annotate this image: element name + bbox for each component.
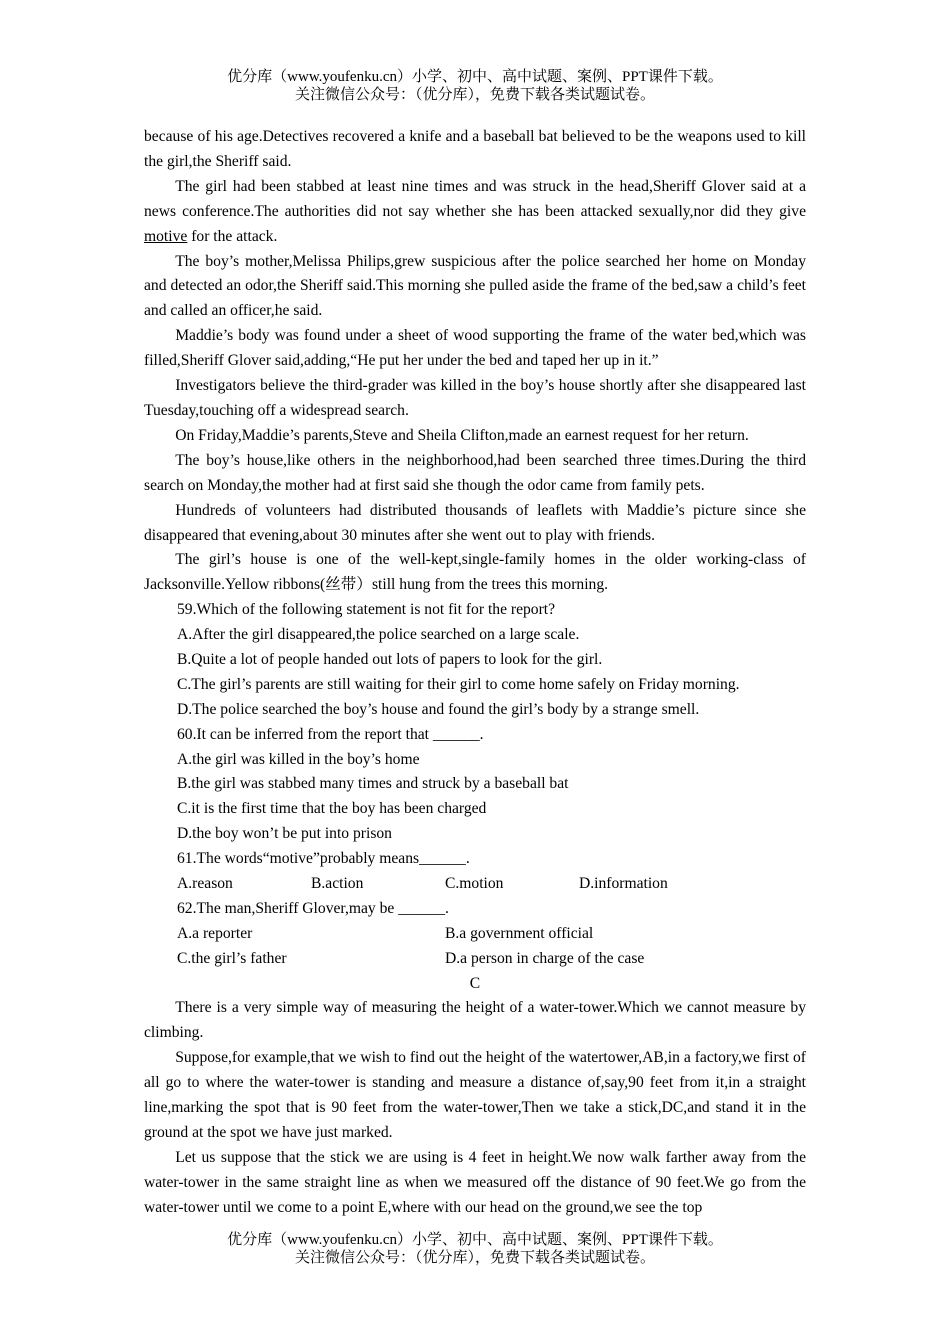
- footer-line-2: 关注微信公众号：（优分库），免费下载各类试题试卷。: [294, 1250, 655, 1266]
- page-header: [0, 68, 950, 104]
- underlined-word-motive: motive: [144, 227, 188, 245]
- passage-c-paragraph-2: Suppose,for example,that we wish to find out the height of the watertower,AB,in a factory,we first of all go to where the water-tower is standing and measure a distance of,say,90 feet from it,in a straight line,marking the spot that is 90 feet from the water-tower,Then we take a stick,DC,and stand it in the ground at the spot we have just marked.: [144, 1049, 806, 1141]
- question-62-option-d: D.a person in charge of the case: [445, 949, 645, 967]
- question-62-option-a: A.a reporter: [177, 924, 253, 942]
- question-62-option-c: C.the girl’s father: [177, 949, 287, 967]
- question-62-options-row-1: [144, 922, 806, 947]
- passage-b-paragraph-6: The boy’s house,like others in the neighborhood,had been searched three times.During the third search on Monday,the mother had at first said she though the odor came from family pets.: [144, 451, 806, 494]
- passage-c-paragraph-3: Let us suppose that the stick we are using is 4 feet in height.We now walk farther away from the water-tower in the same straight line as when we measured off the distance of 90 feet.We go from the water-tower until we come to a point E,where with our head on the ground,we see the top: [144, 1148, 806, 1216]
- passage-b-paragraph-5: On Friday,Maddie’s parents,Steve and Sheila Clifton,made an earnest request for her return.: [175, 426, 749, 444]
- question-62-options-row-2: [144, 947, 806, 972]
- passage-b-paragraph-4: Investigators believe the third-grader was killed in the boy’s house shortly after she disappeared last Tuesday,touching off a widespread search.: [144, 377, 806, 419]
- question-59-option-b: B.Quite a lot of people handed out lots of papers to look for the girl.: [177, 651, 603, 668]
- paragraph-text: The girl had been stabbed at least nine times and was struck in the head,Sheriff Glover said at a news conference.The authorities did not say whether she has been attacked sexually,nor did they give: [144, 177, 806, 220]
- question-61-options: [144, 872, 806, 897]
- question-61-option-d: D.information: [579, 875, 668, 893]
- document-body: [144, 125, 806, 1221]
- question-62-option-b: B.a government official: [445, 924, 594, 942]
- header-line-2: 关注微信公众号：（优分库），免费下载各类试题试卷。: [294, 87, 655, 103]
- paragraph-text: for the attack.: [187, 227, 278, 245]
- question-61-stem: 61.The words“motive”probably means______.: [177, 850, 470, 868]
- question-61-option-a: A.reason: [177, 875, 233, 893]
- passage-b-paragraph-2: The boy’s mother,Melissa Philips,grew suspicious after the police searched her home on Monday and detected an odor,the Sheriff said.This morning she pulled aside the frame of the bed,saw a child’s feet and called an officer,he said.: [144, 252, 806, 320]
- question-59-option-c: C.The girl’s parents are still waiting for their girl to come home safely on Friday morning.: [177, 675, 740, 693]
- question-59-option-d: D.The police searched the boy’s house and found the girl’s body by a strange smell.: [177, 700, 700, 718]
- question-60-option-c: C.it is the first time that the boy has been charged: [177, 800, 487, 818]
- question-61-option-c: C.motion: [445, 875, 504, 893]
- passage-b-paragraph-8: The girl’s house is one of the well-kept,single-family homes in the older working-class of Jacksonville.Yellow ribbons(丝带）still hung from the trees this morning.: [144, 551, 806, 594]
- question-60-option-d: D.the boy won’t be put into prison: [177, 825, 392, 843]
- passage-c-paragraph-1: There is a very simple way of measuring the height of a water-tower.Which we cannot measure by climbing.: [144, 999, 806, 1042]
- footer-line-1: 优分库（www.youfenku.cn）小学、初中、高中试题、案例、PPT课件下载。: [227, 1232, 723, 1248]
- passage-b-paragraph-7: Hundreds of volunteers had distributed thousands of leaflets with Maddie’s picture since she disappeared that evening,about 30 minutes after she went out to play with friends.: [144, 501, 806, 544]
- question-62-stem: 62.The man,Sheriff Glover,may be ______.: [177, 899, 449, 917]
- passage-b-paragraph-3: Maddie’s body was found under a sheet of wood supporting the frame of the water bed,which was filled,Sheriff Glover said,adding,“He put her under the bed and taped her up in it.”: [144, 327, 806, 370]
- header-line-1: 优分库（www.youfenku.cn）小学、初中、高中试题、案例、PPT课件下载。: [227, 69, 723, 85]
- question-60-option-b: B.the girl was stabbed many times and struck by a baseball bat: [177, 775, 569, 793]
- question-59-stem: 59.Which of the following statement is not fit for the report?: [177, 601, 556, 619]
- section-c-label: C: [469, 974, 481, 992]
- question-60-stem: 60.It can be inferred from the report that ______.: [177, 725, 484, 743]
- question-59-option-a: A.After the girl disappeared,the police searched on a large scale.: [177, 626, 580, 644]
- passage-b-paragraph-1: [144, 175, 806, 250]
- passage-b-paragraph-0: because of his age.Detectives recovered a knife and a baseball bat believed to be the weapons used to kill the girl,the Sheriff said.: [144, 128, 806, 170]
- page-footer: [0, 1231, 950, 1267]
- question-61-option-b: B.action: [311, 875, 364, 893]
- question-60-option-a: A.the girl was killed in the boy’s home: [177, 750, 420, 768]
